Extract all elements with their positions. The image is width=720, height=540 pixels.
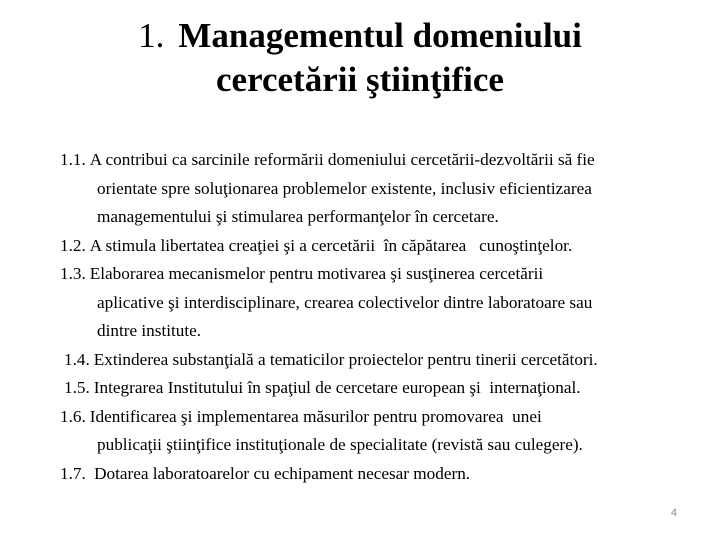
page-number: 4	[670, 507, 677, 519]
item-continuation: publicaţii ştiinţifice instituţionale de specialitate (revistă sau culegere).	[97, 435, 583, 454]
list-item-1-7	[60, 460, 700, 489]
item-number: 1.3.	[60, 264, 86, 283]
item-continuation: aplicative şi interdisciplinare, crearea colectivelor dintre laboratoare sau	[97, 292, 593, 312]
list-item-first-line	[60, 460, 700, 489]
item-text: Elaborarea mecanismelor pentru motivarea şi susţinerea cercetării	[89, 264, 544, 283]
item-number: 1.2.	[60, 235, 86, 255]
item-text: Dotarea laboratoarelor cu echipament necesar modern.	[89, 463, 471, 483]
list-item-first-line	[60, 232, 700, 261]
item-number: 1.1.	[60, 150, 86, 169]
item-continuation: dintre institute.	[97, 321, 202, 340]
title-line-1	[0, 14, 720, 58]
slide-title	[0, 14, 720, 102]
list-item-1-1	[60, 146, 700, 232]
item-number: 1.7.	[60, 463, 86, 483]
item-continuation: orientate spre soluţionarea problemelor existente, inclusiv eficientizarea	[97, 178, 592, 198]
list-item-1-5	[60, 374, 700, 403]
title-text-line-1: Managementul domeniului	[178, 16, 582, 55]
item-text: Identificarea şi implementarea măsurilor pentru promovarea unei	[89, 406, 542, 426]
list-item-1-2	[60, 232, 700, 261]
item-text: Extinderea substanţială a tematicilor proiectelor pentru tinerii cercetători.	[93, 349, 598, 369]
item-number: 1.6.	[60, 406, 86, 426]
item-continuation: managementului şi stimularea performanţelor în cercetare.	[97, 207, 499, 226]
list-item-first-line	[60, 403, 700, 432]
list-item-first-line	[64, 374, 700, 403]
item-text: A stimula libertatea creaţiei şi a cercetării în căpătarea cunoştinţelor.	[89, 235, 573, 255]
list-item-first-line	[60, 260, 700, 289]
item-number: 1.5.	[64, 378, 90, 397]
list-item-first-line	[64, 346, 700, 375]
title-text-line-2: cercetării ştiinţifice	[216, 60, 504, 99]
list-item-1-6	[60, 403, 700, 460]
title-number: 1.	[138, 16, 165, 55]
item-text: Integrarea Institutului în spaţiul de cercetare european şi internaţional.	[93, 378, 581, 397]
list-item-1-4	[60, 346, 700, 375]
list-item-1-3	[60, 260, 700, 346]
list-item-first-line	[60, 146, 700, 175]
item-number: 1.4.	[64, 349, 90, 369]
objectives-list	[60, 146, 700, 488]
item-text: A contribui ca sarcinile reformării domeniului cercetării-dezvoltării să fie	[89, 150, 595, 169]
